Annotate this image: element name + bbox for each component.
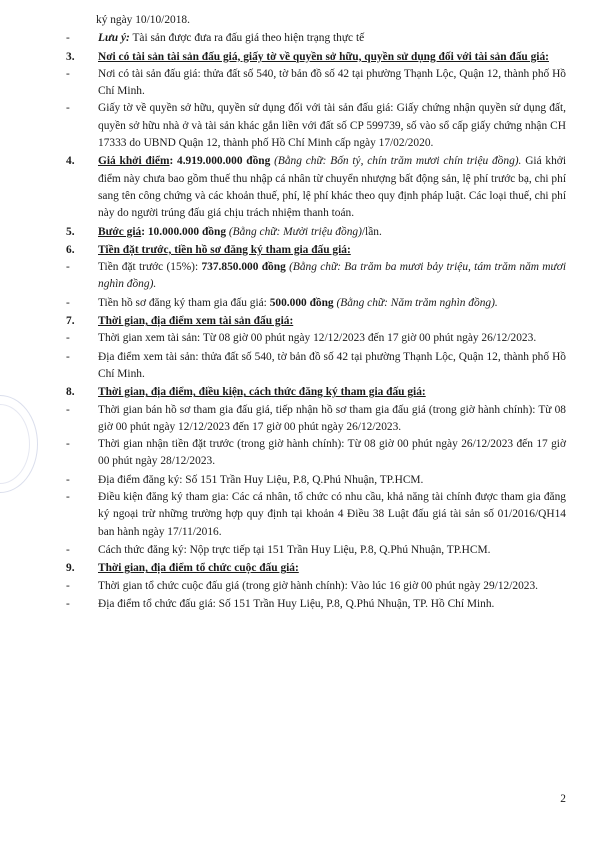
section-number: 3. — [66, 50, 75, 63]
starting-price-label: Giá khởi điểm — [98, 155, 170, 168]
item-text: Thời gian tổ chức cuộc đấu giá (trong giờ hành chính): Vào lúc 16 giờ 00 phút ngày 29/12/2023. — [98, 579, 539, 592]
document-body — [66, 12, 566, 613]
bullet-dash: - — [66, 543, 70, 556]
section-6-item-2 — [66, 295, 566, 312]
section-7-heading — [66, 313, 566, 330]
section-number: 4. — [66, 155, 75, 168]
section-number: 7. — [66, 315, 75, 328]
deposit-label: Tiền đặt trước (15%): — [98, 261, 202, 274]
section-heading: Nơi có tài sản tài sản đấu giá, giấy tờ về quyền sở hữu, quyền sử dụng đối với tài sản đấu giá: — [98, 50, 549, 63]
item-text: Thời gian nhận tiền đặt trước (trong giờ hành chính): Từ 08 giờ 00 phút ngày 26/12/2023 đến 17 giờ 00 phút ngày 28/12/2023. — [98, 438, 566, 468]
section-3-item-1 — [66, 66, 566, 101]
section-heading: Thời gian, địa điểm xem tài sản đấu giá: — [98, 315, 294, 328]
note-row — [66, 30, 566, 47]
bullet-dash: - — [66, 579, 70, 592]
bullet-dash: - — [66, 261, 70, 274]
item-text: Địa điểm đăng ký: Số 151 Trần Huy Liệu, P.8, Q.Phú Nhuận, TP.HCM. — [98, 473, 424, 486]
section-heading: Thời gian, địa điểm, điều kiện, cách thức đăng ký tham gia đấu giá: — [98, 386, 426, 399]
section-8-heading — [66, 384, 566, 401]
item-text: Cách thức đăng ký: Nộp trực tiếp tại 151 Trần Huy Liệu, P.8, Q.Phú Nhuận, TP.HCM. — [98, 543, 491, 556]
section-number: 6. — [66, 243, 75, 256]
bullet-dash: - — [66, 597, 70, 610]
section-9-item-2 — [66, 596, 566, 613]
section-6-item-1 — [66, 259, 566, 294]
bullet-dash: - — [66, 67, 70, 80]
section-8-item-5 — [66, 542, 566, 559]
bullet-dash: - — [66, 332, 70, 345]
bullet-dash: - — [66, 403, 70, 416]
section-8-item-3 — [66, 472, 566, 489]
item-text: Địa điểm xem tài sản: thửa đất số 540, tờ bản đồ số 42 tại phường Thạnh Lộc, Quận 12, thành phố Hồ Chí Minh. — [98, 350, 566, 380]
item-text: Thời gian xem tài sản: Từ 08 giờ 00 phút ngày 12/12/2023 đến 17 giờ 00 phút ngày 26/12/2023. — [98, 332, 537, 345]
item-text: Thời gian bán hồ sơ tham gia đấu giá, tiếp nhận hồ sơ tham gia đấu giá (trong giờ hành chính): Từ 08 giờ 00 phút ngày 12/12/2023 đến 17 giờ 00 phút ngày 26/12/2023. — [98, 403, 566, 433]
section-5 — [66, 224, 566, 241]
section-9-heading — [66, 560, 566, 577]
section-9-item-1 — [66, 578, 566, 595]
section-number: 5. — [66, 225, 75, 238]
item-text: Điều kiện đăng ký tham gia: Các cá nhân, tổ chức có nhu cầu, khả năng tài chính được tham gia đăng ký ngoại trừ những trường hợp quy định tại khoản 4 Điều 38 Luật đấu giá tài sản số 01/2016/QH14 ban hành ngày 17/11/2016. — [98, 491, 566, 538]
bullet-dash: - — [66, 102, 70, 115]
bid-step-label: Bước giá — [98, 225, 142, 238]
section-6-heading — [66, 242, 566, 259]
bid-step-words: (Bằng chữ: Mười triệu đồng) — [226, 225, 362, 238]
item-text: Nơi có tài sản đấu giá: thửa đất số 540, tờ bản đồ số 42 tại phường Thạnh Lộc, Quận 12, thành phố Hồ Chí Minh. — [98, 67, 566, 98]
starting-price-note: Giá khởi điểm này chưa bao gồm thuế thu nhập cá nhân từ chuyển nhượng bất động sản, lệ phí trước bạ, chi phí sang tên công chứng và các khoản thuế, phí, lệ phí khác theo quy định pháp luật. Các loại thuế, chi phí này do người trúng đấu giá chịu trách nhiệm thanh toán. — [98, 155, 566, 220]
section-4 — [66, 153, 566, 222]
section-8-item-1 — [66, 402, 566, 437]
page-number: 2 — [560, 793, 566, 805]
bid-step-value: : 10.000.000 đồng — [141, 225, 227, 238]
deposit-value: 737.850.000 đồng — [201, 261, 286, 274]
bullet-dash: - — [66, 32, 70, 45]
section-number: 8. — [66, 386, 75, 399]
starting-price-words: (Bằng chữ: Bốn tỷ, chín trăm mươi chín triệu đồng). — [270, 155, 522, 168]
starting-price-value: : 4.919.000.000 đồng — [169, 155, 271, 168]
fee-label: Tiền hồ sơ đăng ký tham gia đấu giá: — [98, 296, 270, 309]
continuation-line: ký ngày 10/10/2018. — [96, 14, 190, 26]
section-heading: Thời gian, địa điểm tổ chức cuộc đấu giá: — [98, 562, 299, 575]
bullet-dash: - — [66, 473, 70, 486]
bullet-dash: - — [66, 438, 70, 451]
section-7-item-1 — [66, 330, 566, 347]
section-3-item-2 — [66, 100, 566, 152]
deposit-words: (Bằng chữ: Ba trăm ba mươi bảy triệu, tám trăm năm mươi nghìn đồng). — [98, 261, 566, 291]
bullet-dash: - — [66, 296, 70, 309]
note-text: Tài sản được đưa ra đấu giá theo hiện trạng thực tế — [129, 32, 365, 45]
section-8-item-4 — [66, 489, 566, 541]
bullet-dash: - — [66, 491, 70, 504]
bid-step-tail: /lần. — [361, 225, 382, 238]
section-number: 9. — [66, 562, 75, 575]
section-7-item-2 — [66, 349, 566, 384]
fee-words: (Bằng chữ: Năm trăm nghìn đồng). — [333, 296, 498, 309]
fee-value: 500.000 đồng — [269, 296, 334, 309]
item-text: Địa điểm tổ chức đấu giá: Số 151 Trần Huy Liệu, P.8, Q.Phú Nhuận, TP. Hồ Chí Minh. — [98, 597, 495, 610]
section-3-heading — [66, 49, 566, 66]
section-heading: Tiền đặt trước, tiền hồ sơ đăng ký tham gia đấu giá: — [98, 243, 351, 256]
item-text: Giấy tờ về quyền sở hữu, quyền sử dụng đối với tài sản đấu giá: Giấy chứng nhận quyền sử dụng đất, quyền sở hữu nhà ở và tài sản khác gắn liền với đất số CP 599739, số vào sổ cấp giấy chứng nhận CH 17333 do UBND Quận 12, thành phố Hồ Chí Minh cấp ngày 17/02/2020. — [98, 102, 566, 150]
bullet-dash: - — [66, 350, 70, 363]
note-label: Lưu ý: — [98, 32, 130, 45]
section-8-item-2 — [66, 436, 566, 471]
